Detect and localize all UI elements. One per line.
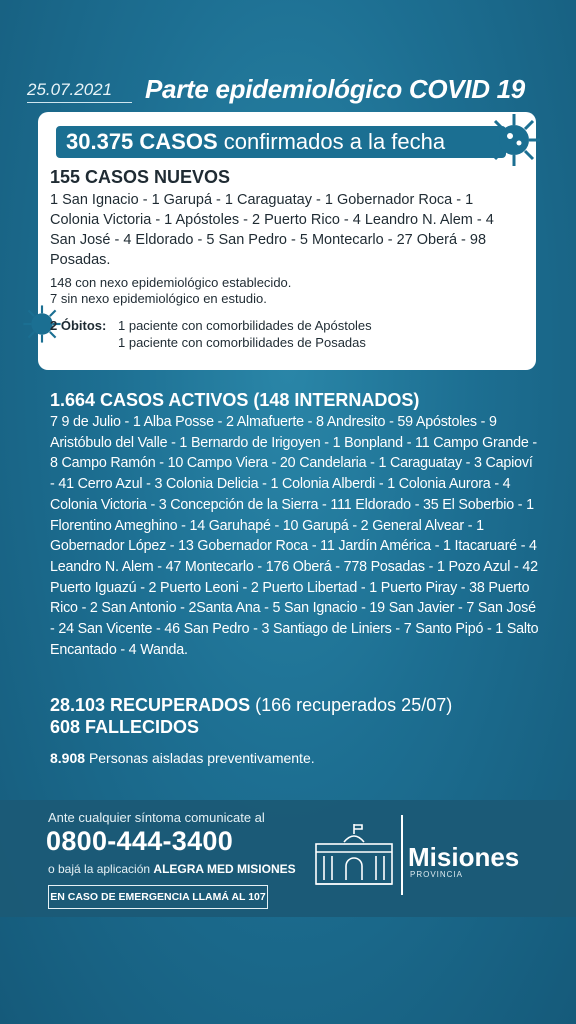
hotline-number: 0800-444-3400 [46,826,234,856]
confirmed-label: confirmados a la fecha [223,129,446,154]
nexo-established: 148 con nexo epidemiológico establecido. [50,275,292,290]
report-date: 25.07.2021 [27,80,132,103]
brand-subtitle: PROVINCIA [410,870,464,879]
app-line [48,862,296,876]
death-item: 1 paciente con comorbilidades de Posadas [118,335,366,350]
nexo-unknown: 7 sin nexo epidemiológico en estudio. [50,291,267,306]
nexo-info [50,275,291,307]
footer-divider [401,815,403,895]
deaths-total: 608 FALLECIDOS [50,717,200,737]
deaths-info [50,317,372,351]
app-line-prefix: o bajá la aplicación [48,862,151,876]
recovered-count: 28.103 RECUPERADOS [50,695,251,715]
virus-icon [486,112,542,168]
emergency-box: EN CASO DE EMERGENCIA LLAMÁ AL 107 [48,885,268,909]
footer-intro: Ante cualquier síntoma comunicate al [48,810,265,825]
deaths-label: 2 Óbitos: [50,318,107,333]
new-cases-list: 1 San Ignacio - 1 Garupá - 1 Caraguatay - 1 Gobernador Roca - 1 Colonia Victoria - 1 Apóstoles - 2 Puerto Rico - 4 Leandro N. Alem - 4 San José - 4 Eldorado - 5 San Pedro - 5 Montecarlo - 27 Oberá - 98 Posadas. [50,192,494,268]
isolated-label: Personas aisladas preventivamente. [88,750,315,766]
government-building-icon [314,822,394,888]
page-title: Parte epidemiológico COVID 19 [145,74,525,104]
death-item: 1 paciente con comorbilidades de Apóstoles [118,318,372,333]
app-name: ALEGRA MED MISIONES [153,862,296,876]
recovered-detail: (166 recuperados 25/07) [255,695,453,715]
brand-name: Misiones [408,842,520,872]
isolated-line [50,750,315,766]
active-cases-title: 1.664 CASOS ACTIVOS (148 INTERNADOS) [50,390,420,410]
confirmed-count: 30.375 CASOS [66,129,218,154]
new-cases-title: 155 CASOS NUEVOS [50,167,231,187]
confirmed-banner [56,126,506,158]
isolated-count: 8.908 [50,750,86,766]
summary-card [38,112,536,370]
active-cases-list: 7 9 de Julio - 1 Alba Posse - 2 Almafuerte - 8 Andresito - 59 Apóstoles - 9 Aristóbulo del Valle - 1 Bernardo de Irigoyen - 1 Bonpland - 11 Campo Grande - 8 Campo Ramón - 10 Campo Viera - 20 Candelaria - 1 Caraguatay - 3 Capioví - 41 Cerro Azul - 3 Colonia Delicia - 1 Colonia Alberdi - 1 Colonia Aurora - 4 Colonia Victoria - 3 Concepción de la Sierra - 111 Eldorado - 35 El Soberbio - 1 Florentino Ameghino - 14 Garuhapé - 10 Garupá - 2 General Alvear - 1 Gobernador López - 13 Gobernador Roca - 11 Jardín América - 1 Itacaruaré - 4 Leandro N. Alem - 47 Montecarlo - 176 Oberá - 778 Posadas - 1 Pozo Azul - 42 Puerto Iguazú - 2 Puerto Leoni - 2 Puerto Libertad - 1 Puerto Piray - 38 Puerto Rico - 2 San Antonio - 2Santa Ana - 5 San Ignacio - 19 San Javier - 7 San José - 24 San Vicente - 46 San Pedro - 3 Santiago de Liniers - 7 Santo Pipó - 1 Salto Encantado - 4 Wanda. [50,414,539,658]
recovered-line [50,695,452,716]
